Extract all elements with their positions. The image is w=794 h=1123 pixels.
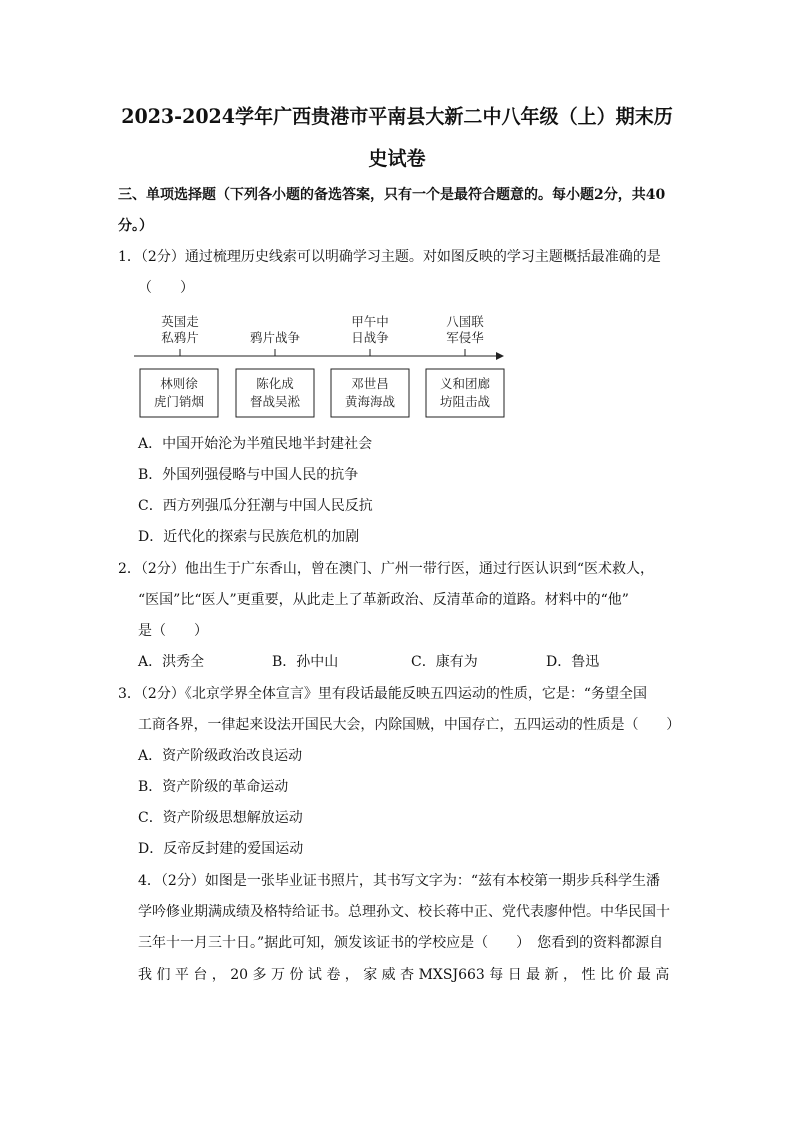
- timeline-label: 英国走: [161, 314, 199, 329]
- timeline-label: 鸦片战争: [249, 330, 301, 345]
- q3-option-b: B．资产阶级的革命运动: [138, 779, 289, 795]
- q4-stem-line2: 学吟修业期满成绩及格特给证书。总理孙文、校长蒋中正、党代表廖仲恺。中华民国十: [138, 904, 670, 920]
- timeline-event-text: 虎门销烟: [153, 394, 205, 409]
- timeline-event-text: 义和团廊: [439, 376, 491, 391]
- exam-title-line2: 史试卷: [368, 147, 426, 170]
- q3-option-a: A．资产阶级政治改良运动: [138, 748, 303, 764]
- timeline-event-text: 邓世昌: [351, 376, 389, 391]
- timeline-arrow-icon: [496, 352, 504, 360]
- q1-stem-line2: （ ）: [138, 280, 194, 296]
- q2-option-b: B．孙中山: [272, 654, 339, 670]
- timeline-event-text: 督战吴淞: [249, 394, 301, 409]
- q1-option-c: C．西方列强瓜分狂潮与中国人民反抗: [138, 498, 373, 514]
- q2-option-c: C．康有为: [411, 654, 478, 670]
- q2-option-d: D．鲁迅: [546, 654, 600, 670]
- q1-option-d: D．近代化的探索与民族危机的加剧: [138, 529, 360, 545]
- q1-timeline-figure: [130, 308, 510, 420]
- timeline-label: 私鸦片: [161, 330, 199, 345]
- q1-option-a: A．中国开始沦为半殖民地半封建社会: [138, 436, 373, 452]
- q1-stem-line1: 1．（2分）通过梳理历史线索可以明确学习主题。对如图反映的学习主题概括最准确的是: [118, 249, 661, 265]
- q1-option-b: B．外国列强侵略与中国人民的抗争: [138, 467, 359, 483]
- timeline-label: 八国联: [446, 314, 484, 329]
- section-heading-line1: 三、单项选择题（下列各小题的备选答案，只有一个是最符合题意的。每小题2分，共40: [118, 187, 666, 203]
- q4-stem-line4: 我 们 平 台 ， 20 多 万 份 试 卷 ， 家 威 杏 MXSJ663 每 日 最 新 ， 性 比 价 最 高: [138, 967, 670, 983]
- timeline-event-text: 林则徐: [160, 376, 198, 391]
- section-heading-line2: 分。）: [118, 218, 153, 234]
- q3-stem-line1: 3．（2分）《北京学界全体宣言》里有段话最能反映五四运动的性质，它是：“务望全国: [118, 686, 647, 702]
- q3-option-c: C．资产阶级思想解放运动: [138, 810, 303, 826]
- exam-title-line1: 2023-2024学年广西贵港市平南县大新二中八年级（上）期末历: [121, 105, 673, 128]
- q2-stem-line1: 2．（2分）他出生于广东香山，曾在澳门、广州一带行医，通过行医认识到“医术救人，: [118, 561, 654, 577]
- timeline-event-text: 陈化成: [256, 376, 294, 391]
- timeline-label: 日战争: [351, 330, 389, 345]
- q2-stem-line3: 是（ ）: [138, 623, 208, 639]
- q4-stem-line1: 4．（2分）如图是一张毕业证书照片，其书写文字为：“兹有本校第一期步兵科学生潘: [138, 873, 660, 889]
- timeline-event-text: 黄海海战: [344, 394, 396, 409]
- q3-stem-line2: 工商各界，一律起来设法开国民大会，内除国贼，中国存亡，五四运动的性质是（ ）: [138, 717, 681, 733]
- q2-option-a: A．洪秀全: [138, 654, 205, 670]
- timeline-event-text: 坊阻击战: [439, 394, 491, 409]
- timeline-label: 甲午中: [351, 314, 389, 329]
- timeline-label: 军侵华: [446, 330, 484, 345]
- q4-stem-line3: 三年十一月三十日。”据此可知，颁发该证书的学校应是（ ） 您看到的资料都源自: [138, 935, 664, 951]
- q2-stem-line2: “医国”比“医人”更重要，从此走上了革新政治、反清革命的道路。材料中的“他”: [138, 592, 629, 608]
- q3-option-d: D．反帝反封建的爱国运动: [138, 841, 304, 857]
